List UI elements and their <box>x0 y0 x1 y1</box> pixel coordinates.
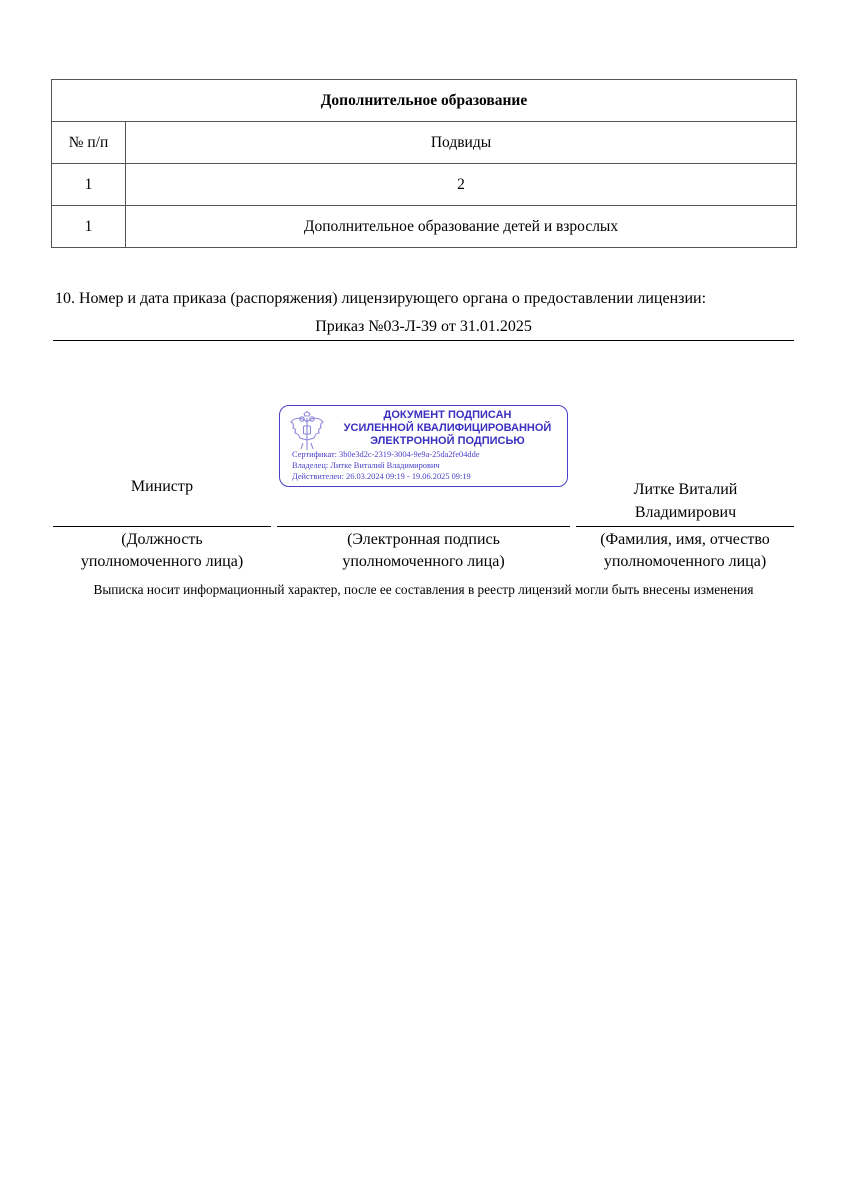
caption-signature-line-2: уполномоченного лица) <box>342 553 505 570</box>
table-title: Дополнительное образование <box>52 80 797 122</box>
row-num: 1 <box>52 206 126 248</box>
header-num: № п/п <box>52 122 126 164</box>
stamp-line-2: УСИЛЕННОЙ КВАЛИФИЦИРОВАННОЙ <box>343 422 552 434</box>
russian-coat-of-arms-icon <box>286 410 328 452</box>
row-subtype: Дополнительное образование детей и взрослых <box>126 206 797 248</box>
table-column-numbers-row <box>52 164 797 206</box>
order-underline <box>53 340 794 341</box>
electronic-signature-stamp <box>279 405 568 487</box>
signer-name-line-2: Владимирович <box>634 504 737 521</box>
stamp-certificate: Сертификат: 3b0e3d2c-2319-3004-9e9a-25da2fe04dde <box>292 450 480 459</box>
header-subtypes: Подвиды <box>126 122 797 164</box>
caption-position <box>53 529 271 573</box>
caption-position-line-2: уполномоченного лица) <box>80 553 244 570</box>
signer-name-line-1: Литке Виталий <box>633 481 738 498</box>
caption-name <box>576 529 794 573</box>
signature-underline <box>277 526 570 527</box>
signer-position: Министр <box>130 478 194 495</box>
stamp-heading <box>330 409 565 448</box>
table-header-row <box>52 122 797 164</box>
stamp-line-3: ЭЛЕКТРОННОЙ ПОДПИСЬЮ <box>370 435 525 447</box>
section-10-label: 10. Номер и дата приказа (распоряжения) лицензирующего органа о предоставлении лицензии: <box>55 290 707 307</box>
stamp-owner: Владелец: Литке Виталий Владимирович <box>292 461 440 470</box>
disclaimer-note: Выписка носит информационный характер, после ее составления в реестр лицензий могли быть внесены изменения <box>93 582 754 597</box>
caption-position-line-1: (Должность <box>121 531 203 548</box>
name-underline <box>576 526 794 527</box>
subtypes-table <box>51 79 797 248</box>
caption-name-line-1: (Фамилия, имя, отчество <box>600 531 770 548</box>
caption-signature-line-1: (Электронная подпись <box>347 531 500 548</box>
column-number-1: 1 <box>52 164 126 206</box>
stamp-validity: Действителен: 26.03.2024 09:19 - 19.06.2025 09:19 <box>292 472 471 481</box>
table-title-row <box>52 80 797 122</box>
caption-name-line-2: уполномоченного лица) <box>603 553 767 570</box>
table-row <box>52 206 797 248</box>
signer-name <box>577 478 794 524</box>
stamp-line-1: ДОКУМЕНТ ПОДПИСАН <box>383 409 512 421</box>
column-number-2: 2 <box>126 164 797 206</box>
order-number: Приказ №03-Л-39 от 31.01.2025 <box>315 318 532 335</box>
caption-signature <box>277 529 570 573</box>
position-underline <box>53 526 271 527</box>
